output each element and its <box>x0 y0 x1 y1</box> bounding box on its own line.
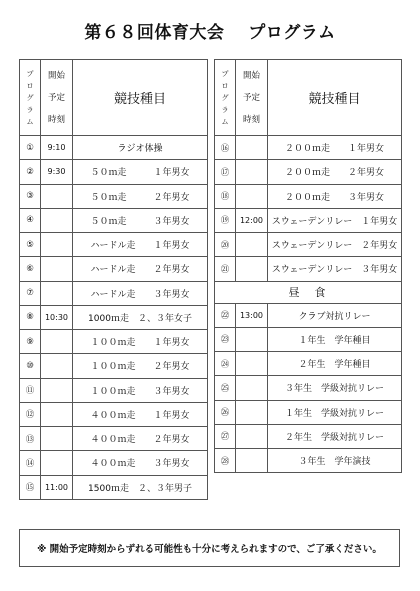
event-name: スウェーデンリレー ２年男女 <box>268 233 402 257</box>
start-time <box>236 400 268 424</box>
event-name: クラブ対抗リレー <box>268 303 402 327</box>
header-program <box>215 60 236 136</box>
start-time <box>41 281 73 305</box>
table-header-row <box>215 60 402 136</box>
notice-box: ※ 開始予定時刻からずれる可能性も十分に考えられますので、ご了承ください。 <box>19 529 400 567</box>
event-name: １００ｍ走 １年男女 <box>73 330 208 354</box>
program-number: ⑯ <box>215 136 236 160</box>
table-row <box>215 400 402 424</box>
event-name: ４００ｍ走 ２年男女 <box>73 427 208 451</box>
event-name: ハードル走 １年男女 <box>73 233 208 257</box>
header-program <box>20 60 41 136</box>
table-row <box>20 427 208 451</box>
event-name: ハードル走 ３年男女 <box>73 281 208 305</box>
table-row <box>20 160 208 184</box>
program-number: ④ <box>20 208 41 232</box>
start-time: 9:30 <box>41 160 73 184</box>
program-number: ③ <box>20 184 41 208</box>
header-start-time <box>41 60 73 136</box>
program-number: ⑤ <box>20 233 41 257</box>
event-name: ２年生 学年種目 <box>268 352 402 376</box>
start-time: 9:10 <box>41 136 73 160</box>
table-row <box>215 160 402 184</box>
event-name: ２００ｍ走 ３年男女 <box>268 184 402 208</box>
header-program-char: グ <box>221 93 229 102</box>
header-program-char: プ <box>221 69 229 78</box>
event-name: ２００ｍ走 ２年男女 <box>268 160 402 184</box>
table-row <box>20 208 208 232</box>
start-time <box>236 352 268 376</box>
start-time: 11:00 <box>41 475 73 499</box>
event-name: １００ｍ走 ２年男女 <box>73 354 208 378</box>
event-name: １年生 学年種目 <box>268 327 402 351</box>
header-time-line: 時刻 <box>242 114 260 125</box>
program-number: ⑪ <box>20 378 41 402</box>
start-time <box>41 257 73 281</box>
program-number: ⑧ <box>20 305 41 329</box>
program-number: ㉒ <box>215 303 236 327</box>
start-time <box>236 376 268 400</box>
header-program-char: グ <box>26 93 34 102</box>
table-row <box>20 233 208 257</box>
header-program-char: ロ <box>221 81 229 90</box>
table-row <box>215 352 402 376</box>
program-number: ⑱ <box>215 184 236 208</box>
table-row <box>215 303 402 327</box>
event-name: ２年生 学級対抗リレー <box>268 424 402 448</box>
program-table-right <box>214 59 402 473</box>
event-name: ハードル走 ２年男女 <box>73 257 208 281</box>
event-name: 1000ｍ走 ２、３年女子 <box>73 305 208 329</box>
table-row <box>215 257 402 281</box>
table-row <box>215 424 402 448</box>
table-row <box>215 136 402 160</box>
header-time-line: 時刻 <box>47 114 65 125</box>
program-number: ㉑ <box>215 257 236 281</box>
start-time <box>236 449 268 473</box>
start-time <box>41 402 73 426</box>
table-row <box>20 136 208 160</box>
start-time <box>41 427 73 451</box>
header-event: 競技種目 <box>73 60 208 136</box>
program-number: ⑫ <box>20 402 41 426</box>
table-row <box>20 402 208 426</box>
table-row <box>20 184 208 208</box>
program-number: ㉔ <box>215 352 236 376</box>
program-table-left <box>19 59 208 500</box>
start-time <box>236 424 268 448</box>
program-number: ⑬ <box>20 427 41 451</box>
page-title: 第６８回体育大会 プログラム <box>84 23 336 43</box>
table-row <box>215 327 402 351</box>
table-row <box>215 376 402 400</box>
event-name: 1500ｍ走 ２、３年男子 <box>73 475 208 499</box>
table-header-row <box>20 60 208 136</box>
event-name: ラジオ体操 <box>73 136 208 160</box>
start-time <box>236 136 268 160</box>
program-number: ㉕ <box>215 376 236 400</box>
table-row <box>20 330 208 354</box>
table-row <box>20 475 208 499</box>
program-number: ⑮ <box>20 475 41 499</box>
start-time <box>236 327 268 351</box>
header-program-char: ラ <box>221 105 229 114</box>
table-row <box>215 184 402 208</box>
event-name: スウェーデンリレー ３年男女 <box>268 257 402 281</box>
event-name: ３年生 学年演技 <box>268 449 402 473</box>
start-time: 13:00 <box>236 303 268 327</box>
header-event: 競技種目 <box>268 60 402 136</box>
start-time <box>41 184 73 208</box>
start-time: 10:30 <box>41 305 73 329</box>
program-number: ㉖ <box>215 400 236 424</box>
table-row <box>20 281 208 305</box>
program-number: ⑨ <box>20 330 41 354</box>
table-row <box>20 451 208 475</box>
event-name: ５０ｍ走 ３年男女 <box>73 208 208 232</box>
program-number: ⑭ <box>20 451 41 475</box>
start-time <box>41 354 73 378</box>
header-start-time <box>236 60 268 136</box>
header-time-line: 開始 <box>47 70 65 81</box>
start-time <box>236 257 268 281</box>
program-number: ⑦ <box>20 281 41 305</box>
program-number: ㉗ <box>215 424 236 448</box>
program-number: ① <box>20 136 41 160</box>
program-number: ㉓ <box>215 327 236 351</box>
program-number: ② <box>20 160 41 184</box>
header-program-char: プ <box>26 69 34 78</box>
start-time <box>41 378 73 402</box>
header-time-line: 予定 <box>242 92 260 103</box>
event-name: ３年生 学級対抗リレー <box>268 376 402 400</box>
event-name: スウェーデンリレー １年男女 <box>268 208 402 232</box>
start-time <box>236 233 268 257</box>
lunch-label: 昼 食 <box>215 281 402 303</box>
start-time <box>41 330 73 354</box>
table-row <box>20 378 208 402</box>
event-name: ５０ｍ走 １年男女 <box>73 160 208 184</box>
event-name: ４００ｍ走 ３年男女 <box>73 451 208 475</box>
program-number: ⑩ <box>20 354 41 378</box>
table-row <box>215 233 402 257</box>
table-row <box>20 305 208 329</box>
program-number: ⑳ <box>215 233 236 257</box>
event-name: １年生 学級対抗リレー <box>268 400 402 424</box>
start-time <box>236 160 268 184</box>
event-name: ５０ｍ走 ２年男女 <box>73 184 208 208</box>
event-name: １００ｍ走 ３年男女 <box>73 378 208 402</box>
table-row <box>20 354 208 378</box>
program-number: ⑰ <box>215 160 236 184</box>
start-time <box>41 208 73 232</box>
program-number: ⑲ <box>215 208 236 232</box>
header-time-line: 開始 <box>242 70 260 81</box>
start-time <box>41 451 73 475</box>
table-row <box>215 208 402 232</box>
header-program-char: ラ <box>26 105 34 114</box>
start-time: 12:00 <box>236 208 268 232</box>
start-time <box>41 233 73 257</box>
header-program-char: ム <box>221 117 229 126</box>
start-time <box>236 184 268 208</box>
event-name: ２００ｍ走 １年男女 <box>268 136 402 160</box>
header-program-char: ム <box>26 117 34 126</box>
program-number: ㉘ <box>215 449 236 473</box>
header-program-char: ロ <box>26 81 34 90</box>
table-row <box>20 257 208 281</box>
lunch-row <box>215 281 402 303</box>
header-time-line: 予定 <box>47 92 65 103</box>
event-name: ４００ｍ走 １年男女 <box>73 402 208 426</box>
table-row <box>215 449 402 473</box>
program-number: ⑥ <box>20 257 41 281</box>
